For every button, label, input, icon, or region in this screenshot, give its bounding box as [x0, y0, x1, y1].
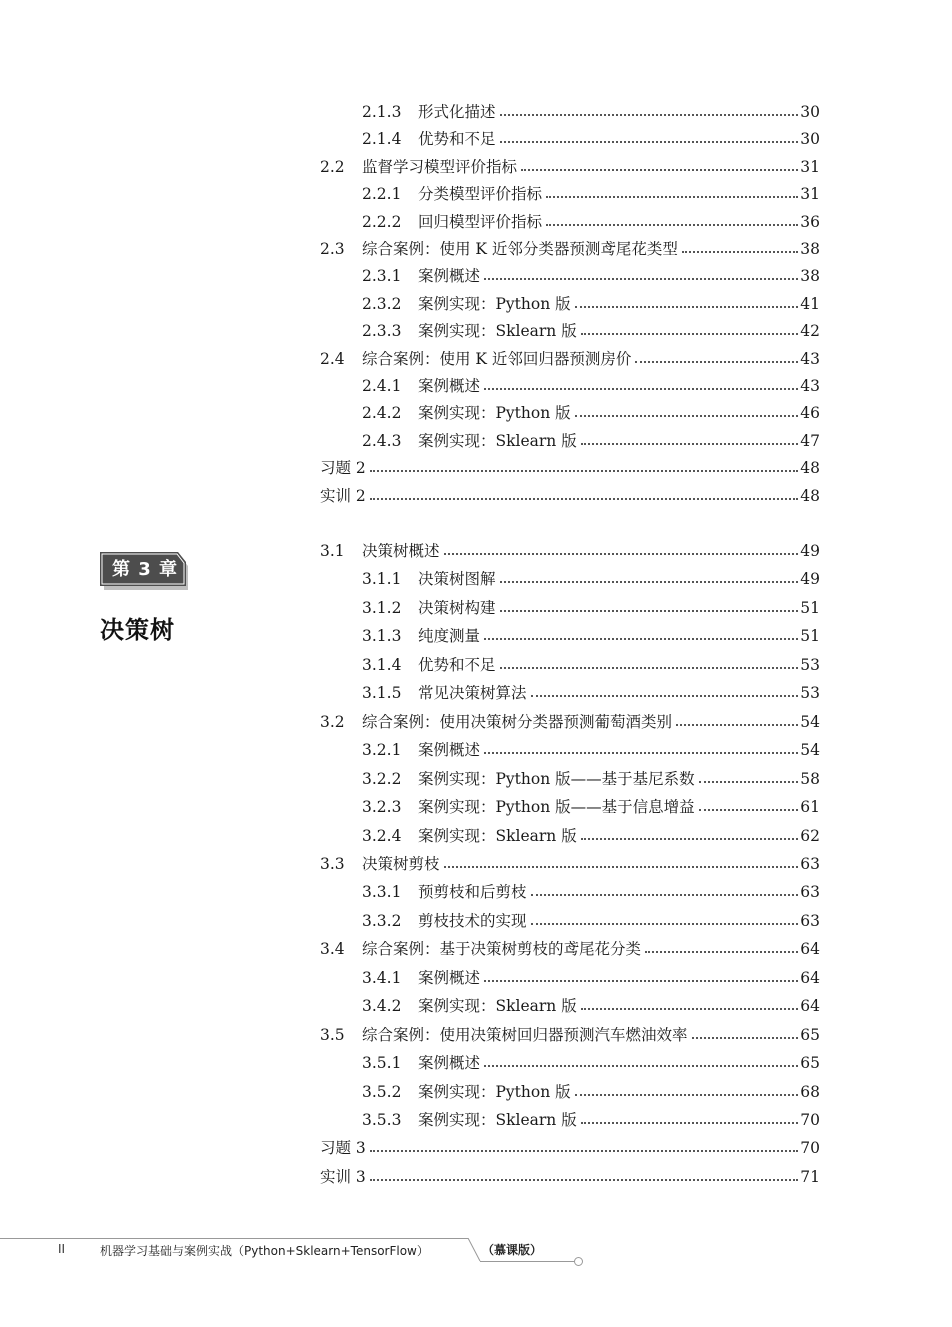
toc-entry-number: 3.2.1: [362, 741, 402, 760]
toc-entry-page: 48: [800, 459, 820, 478]
toc-entry[interactable]: [320, 1137, 820, 1159]
toc-entry-page: 61: [800, 798, 820, 817]
toc-entry[interactable]: [362, 825, 820, 847]
toc-entry-page: 63: [800, 883, 820, 902]
toc-entry-page: 31: [800, 157, 820, 176]
toc-entry-page: 30: [800, 130, 820, 149]
toc-entry-title: 案例概述: [418, 968, 481, 987]
toc-entry-page: 68: [800, 1082, 820, 1101]
toc-entry-title: 实训 2: [320, 486, 366, 505]
toc-entry[interactable]: [362, 967, 820, 989]
toc-entry[interactable]: [362, 568, 820, 590]
toc-entry[interactable]: [362, 768, 820, 790]
toc-entry-page: 38: [800, 267, 820, 286]
toc-entry-page: 51: [800, 598, 820, 617]
toc-entry[interactable]: [362, 597, 820, 619]
toc-entry-number: 3.1.5: [362, 684, 402, 703]
toc-entry-number: 2.2.1: [362, 185, 402, 204]
toc-entry-page: 38: [800, 240, 820, 258]
toc-entry-title: 案例概述: [418, 377, 481, 395]
footer-page-number: II: [58, 1242, 66, 1256]
toc-leader-dots: [699, 809, 799, 811]
footer-edition: （慕课版）: [482, 1243, 543, 1257]
toc-entry-title: 案例实现：Python 版——基于基尼系数: [418, 769, 695, 788]
toc-leader-dots: [484, 638, 798, 640]
toc-leader-dots: [444, 866, 799, 868]
toc-entry[interactable]: [362, 881, 820, 903]
toc-entry-title: 案例概述: [418, 267, 481, 286]
toc-leader-dots: [370, 1150, 798, 1152]
toc-entry[interactable]: [362, 1109, 820, 1131]
toc-entry-number: 2.3.1: [362, 267, 402, 286]
toc-leader-dots: [676, 724, 798, 726]
toc-entry-page: 49: [800, 542, 820, 560]
toc-entry-page: 64: [800, 940, 820, 959]
footer-rule-left: [0, 1238, 468, 1239]
toc-leader-dots: [699, 781, 799, 783]
toc-entry[interactable]: [362, 654, 820, 676]
toc-entry-number: 2.4.3: [362, 431, 402, 450]
toc-entry-title: 决策树构建: [418, 598, 496, 617]
toc-entry[interactable]: [320, 540, 820, 562]
toc-entry-page: 51: [800, 627, 820, 646]
toc-entry[interactable]: [362, 796, 820, 818]
toc-entry-title: 决策树概述: [362, 542, 440, 560]
toc-entry[interactable]: [320, 853, 820, 875]
toc-entry-number: 2.1.3: [362, 103, 402, 121]
toc-entry-page: 47: [800, 431, 820, 450]
toc-entry-title: 综合案例：使用 K 近邻分类器预测鸢尾花类型: [362, 240, 678, 258]
toc-entry-number: 3.1.1: [362, 570, 402, 589]
page-footer: [0, 1234, 952, 1264]
toc-leader-dots: [500, 667, 799, 669]
toc-entry-title: 案例实现：Sklearn 版: [418, 1111, 577, 1129]
toc-leader-dots: [581, 838, 799, 840]
toc-entry-number: 3.2.3: [362, 798, 402, 817]
toc-entry-number: 2.2.2: [362, 212, 402, 231]
toc-entry-number: 2.3.3: [362, 322, 402, 341]
toc-entry-page: 65: [800, 1054, 820, 1073]
toc-entry-number: 3.2: [320, 712, 345, 731]
toc-entry-number: 3.2.4: [362, 826, 402, 845]
toc-entry[interactable]: [362, 625, 820, 647]
toc-leader-dots: [531, 894, 799, 896]
toc-entry-number: 3.5: [320, 1025, 345, 1044]
toc-entry-number: 3.2.2: [362, 769, 402, 788]
chapter-badge: [100, 552, 188, 590]
toc-entry-number: 3.4: [320, 940, 345, 959]
toc-entry-number: 3.5.3: [362, 1111, 402, 1129]
toc-entry-number: 2.3.2: [362, 294, 402, 313]
toc-leader-dots: [581, 1008, 799, 1010]
toc-entry-title: 案例概述: [418, 741, 481, 760]
toc-entry[interactable]: [362, 1081, 820, 1103]
toc-leader-dots: [484, 1065, 798, 1067]
toc-leader-dots: [581, 1122, 799, 1124]
toc-entry-title: 案例实现：Sklearn 版: [418, 431, 577, 450]
chapter-title: 决策树: [100, 616, 175, 644]
toc-entry-number: 2.1.4: [362, 130, 402, 149]
toc-entry-number: 2.3: [320, 240, 345, 258]
toc-entry[interactable]: [362, 910, 820, 932]
toc-entry-title: 案例实现：Sklearn 版: [418, 826, 577, 845]
toc-entry-page: 48: [800, 486, 820, 505]
toc-entry-number: 3.5.2: [362, 1082, 402, 1101]
toc-entry-title: 监督学习模型评价指标: [362, 157, 518, 176]
toc-entry-page: 63: [800, 854, 820, 873]
toc-entry-title: 实训 3: [320, 1167, 366, 1186]
toc-entry-page: 64: [800, 968, 820, 987]
toc-entry-title: 决策树剪枝: [362, 854, 440, 873]
toc-entry-page: 53: [800, 684, 820, 703]
toc-entry-page: 31: [800, 185, 820, 204]
toc-entry-title: 优势和不足: [418, 130, 496, 149]
toc-entry[interactable]: [362, 682, 820, 704]
footer-dot-ornament: [574, 1257, 583, 1266]
toc-entry-page: 64: [800, 997, 820, 1016]
toc-entry-title: 常见决策树算法: [418, 684, 527, 703]
toc-entry-page: 41: [800, 294, 820, 313]
toc-leader-dots: [531, 695, 799, 697]
toc-entry-page: 54: [800, 741, 820, 760]
toc-entry-title: 纯度测量: [418, 627, 481, 646]
toc-entry-number: 3.1: [320, 542, 345, 560]
toc-entry-number: 3.4.1: [362, 968, 402, 987]
toc-entry-number: 3.5.1: [362, 1054, 402, 1073]
toc-entry-page: 70: [800, 1111, 820, 1129]
toc-entry-page: 42: [800, 322, 820, 341]
toc-entry-page: 63: [800, 911, 820, 930]
toc-entry[interactable]: [362, 1052, 820, 1074]
toc-entry-number: 3.1.3: [362, 627, 402, 646]
toc-entry-title: 案例实现：Python 版: [418, 1082, 571, 1101]
toc-entry-title: 综合案例：使用决策树分类器预测葡萄酒类别: [362, 712, 673, 731]
toc-entry-number: 2.4.2: [362, 404, 402, 423]
toc-entry-title: 形式化描述: [418, 103, 496, 121]
toc-entry-number: 3.3.1: [362, 883, 402, 902]
toc-entry-title: 习题 3: [320, 1139, 366, 1158]
toc-entry-number: 2.4: [320, 349, 345, 368]
chapter-badge-label: 第 3 章: [111, 559, 179, 580]
toc-leader-dots: [500, 610, 799, 612]
toc-entry-title: 综合案例：使用决策树回归器预测汽车燃油效率: [362, 1025, 688, 1044]
toc-entry-title: 剪枝技术的实现: [418, 911, 527, 930]
toc-leader-dots: [575, 1094, 799, 1096]
toc-entry-title: 案例实现：Sklearn 版: [418, 322, 577, 341]
toc-entry[interactable]: [320, 1166, 820, 1188]
toc-leader-dots: [444, 553, 799, 555]
toc-leader-dots: [484, 980, 798, 982]
toc-leader-dots: [370, 1179, 798, 1181]
toc-entry-title: 综合案例：使用 K 近邻回归器预测房价: [362, 349, 632, 368]
toc-entry-page: 49: [800, 570, 820, 589]
toc-entry-title: 回归模型评价指标: [418, 212, 543, 231]
toc-leader-dots: [484, 752, 798, 754]
toc-entry-page: 30: [800, 103, 820, 121]
toc-leader-dots: [531, 923, 799, 925]
toc-entry-title: 习题 2: [320, 459, 366, 478]
toc-entry-title: 案例实现：Python 版: [418, 404, 571, 423]
toc-entry-title: 案例实现：Python 版: [418, 294, 571, 313]
toc-entry-page: 46: [800, 404, 820, 423]
toc-entry-title: 决策树图解: [418, 570, 496, 589]
toc-entry-page: 58: [800, 769, 820, 788]
footer-book-title: 机器学习基础与案例实战（Python+Sklearn+TensorFlow）: [100, 1244, 429, 1258]
toc-leader-dots: [692, 1037, 799, 1039]
toc-entry-title: 案例实现：Python 版——基于信息增益: [418, 798, 695, 817]
toc-leader-dots: [645, 951, 798, 953]
toc-entry-page: 62: [800, 826, 820, 845]
toc-entry-page: 71: [800, 1167, 820, 1186]
toc-entry[interactable]: [320, 711, 820, 733]
footer-slant-divider: [468, 1238, 482, 1262]
toc-entry-number: 3.4.2: [362, 997, 402, 1016]
toc-entry-page: 43: [800, 377, 820, 395]
toc-entry-number: 2.2: [320, 157, 345, 176]
toc-leader-dots: [500, 581, 799, 583]
toc-entry[interactable]: [362, 739, 820, 761]
toc-entry-page: 54: [800, 712, 820, 731]
toc-entry-title: 案例概述: [418, 1054, 481, 1073]
toc-entry-page: 70: [800, 1139, 820, 1158]
toc-entry-number: 2.4.1: [362, 377, 402, 395]
toc-entry-page: 53: [800, 655, 820, 674]
toc-entry-title: 预剪枝和后剪枝: [418, 883, 527, 902]
toc-entry[interactable]: [362, 995, 820, 1017]
toc-entry-number: 3.3.2: [362, 911, 402, 930]
toc-entry-title: 案例实现：Sklearn 版: [418, 997, 577, 1016]
toc-entry-page: 43: [800, 349, 820, 368]
toc-entry[interactable]: [320, 1024, 820, 1046]
footer-rule-right: [480, 1261, 574, 1262]
toc-entry[interactable]: [320, 938, 820, 960]
toc-entry-number: 3.3: [320, 854, 345, 873]
toc-entry-title: 综合案例：基于决策树剪枝的鸢尾花分类: [362, 940, 642, 959]
toc-entry-number: 3.1.2: [362, 598, 402, 617]
toc-entry-number: 3.1.4: [362, 655, 402, 674]
toc-entry-page: 65: [800, 1025, 820, 1044]
toc-entry-title: 优势和不足: [418, 655, 496, 674]
toc-chapter-3: [320, 0, 820, 1200]
toc-entry-page: 36: [800, 212, 820, 231]
toc-entry-title: 分类模型评价指标: [418, 185, 543, 204]
